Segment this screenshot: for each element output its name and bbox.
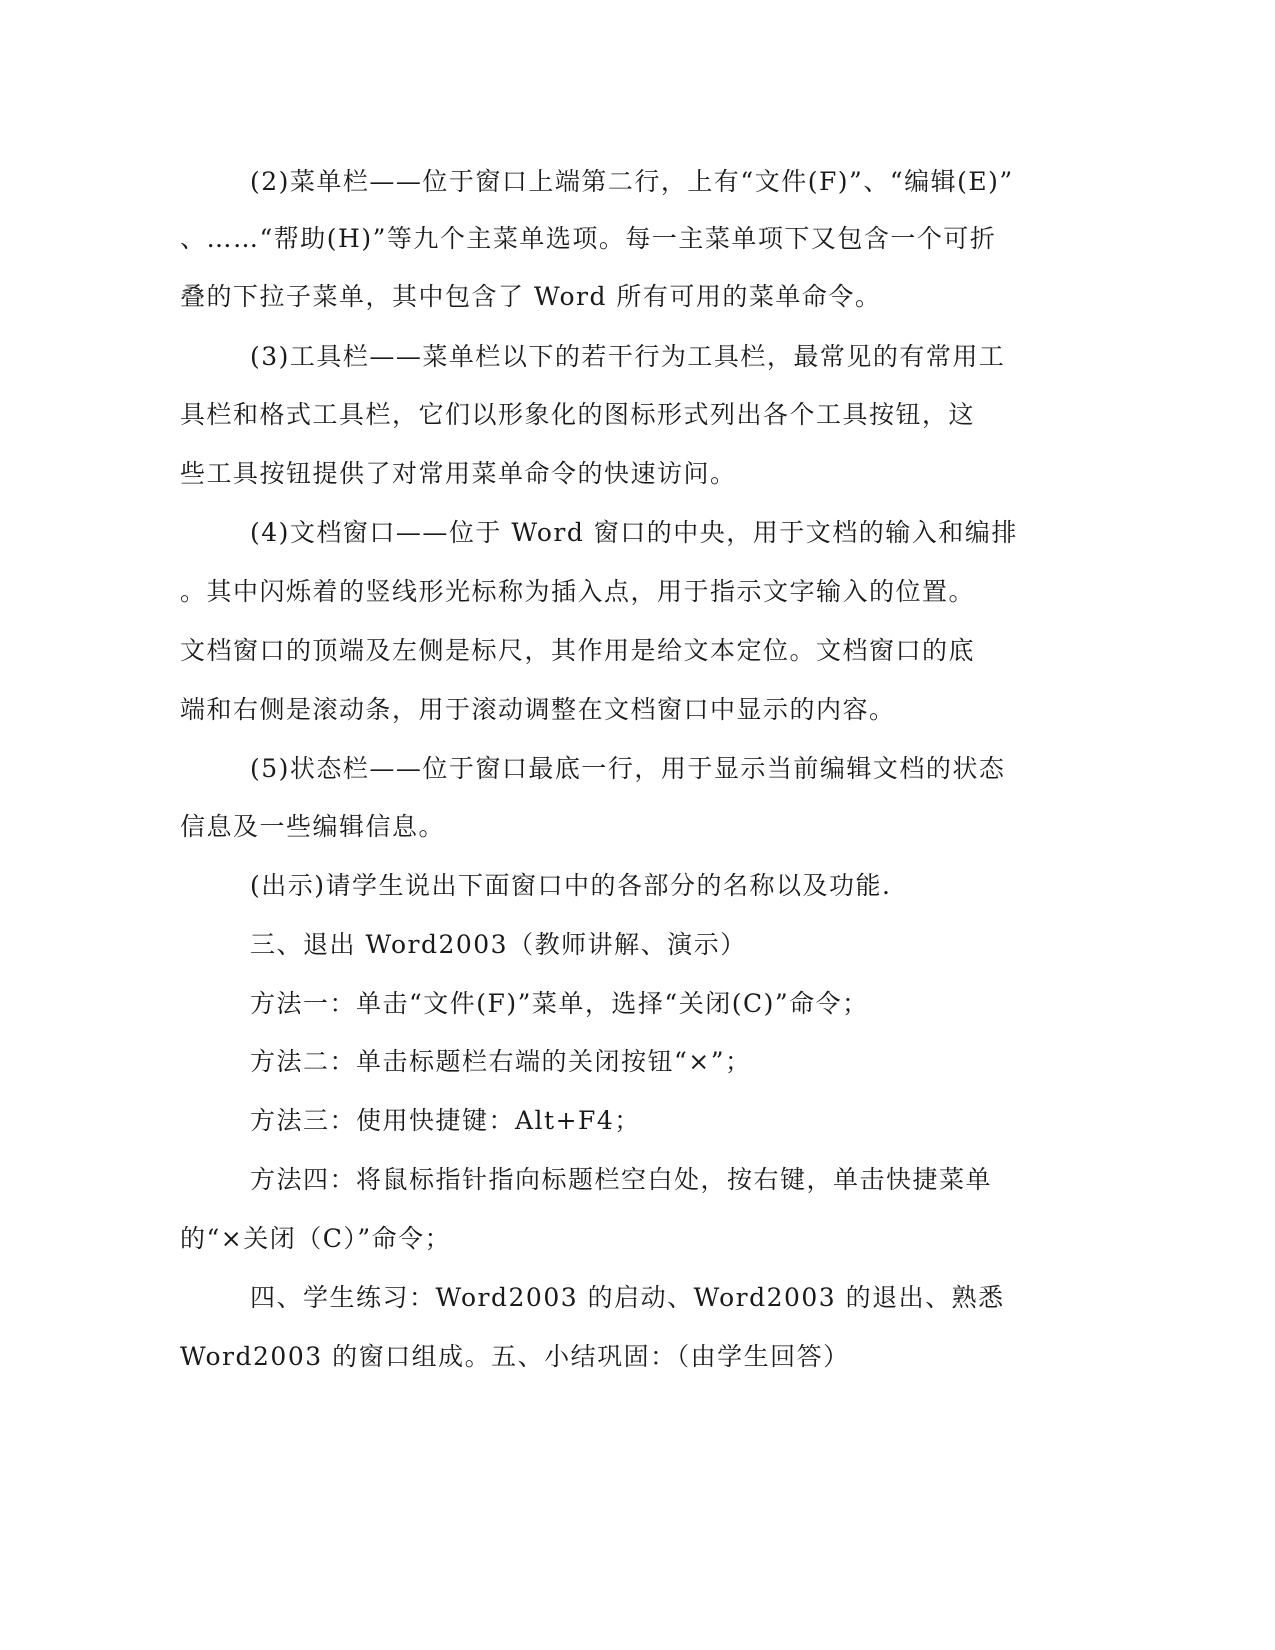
text-line: (4)文档窗口——位于 Word 窗口的中央，用于文档的输入和编排 — [250, 518, 1018, 547]
text-line: 叠的下拉子菜单，其中包含了 Word 所有可用的菜单命令。 — [180, 282, 882, 311]
text-line: 方法三：使用快捷键：Alt+F4； — [250, 1106, 641, 1135]
text-line: 具栏和格式工具栏，它们以形象化的图标形式列出各个工具按钮，这 — [180, 400, 976, 429]
text-line: 文档窗口的顶端及左侧是标尺，其作用是给文本定位。文档窗口的底 — [180, 636, 976, 665]
text-line: 的“×关闭（C）”命令； — [180, 1224, 452, 1253]
text-line: (3)工具栏——菜单栏以下的若干行为工具栏，最常见的有常用工 — [250, 342, 1006, 371]
text-line: 三、退出 Word2003（教师讲解、演示） — [250, 930, 747, 959]
text-line: 些工具按钮提供了对常用菜单命令的快速访问。 — [180, 459, 737, 488]
text-line: (2)菜单栏——位于窗口上端第二行，上有“文件(F)”、“编辑(E)” — [250, 167, 1014, 196]
text-line: 方法一：单击“文件(F)”菜单，选择“关闭(C)”命令； — [250, 989, 869, 1018]
text-line: 信息及一些编辑信息。 — [180, 812, 446, 841]
text-line: 方法二：单击标题栏右端的关闭按钮“×”； — [250, 1047, 752, 1076]
text-line: (出示)请学生说出下面窗口中的各部分的名称以及功能. — [250, 871, 892, 900]
text-line: (5)状态栏——位于窗口最底一行，用于显示当前编辑文档的状态 — [250, 754, 1006, 783]
text-line: Word2003 的窗口组成。五、小结巩固：（由学生回答） — [180, 1342, 850, 1371]
text-line: 四、学生练习：Word2003 的启动、Word2003 的退出、熟悉 — [250, 1283, 1005, 1312]
text-line: 端和右侧是滚动条，用于滚动调整在文档窗口中显示的内容。 — [180, 695, 896, 724]
text-line: 方法四：将鼠标指针指向标题栏空白处，按右键，单击快捷菜单 — [250, 1165, 993, 1194]
text-line: 。其中闪烁着的竖线形光标称为插入点，用于指示文字输入的位置。 — [180, 577, 976, 606]
text-line: 、……“帮助(H)”等九个主菜单选项。每一主菜单项下又包含一个可折 — [180, 224, 997, 253]
